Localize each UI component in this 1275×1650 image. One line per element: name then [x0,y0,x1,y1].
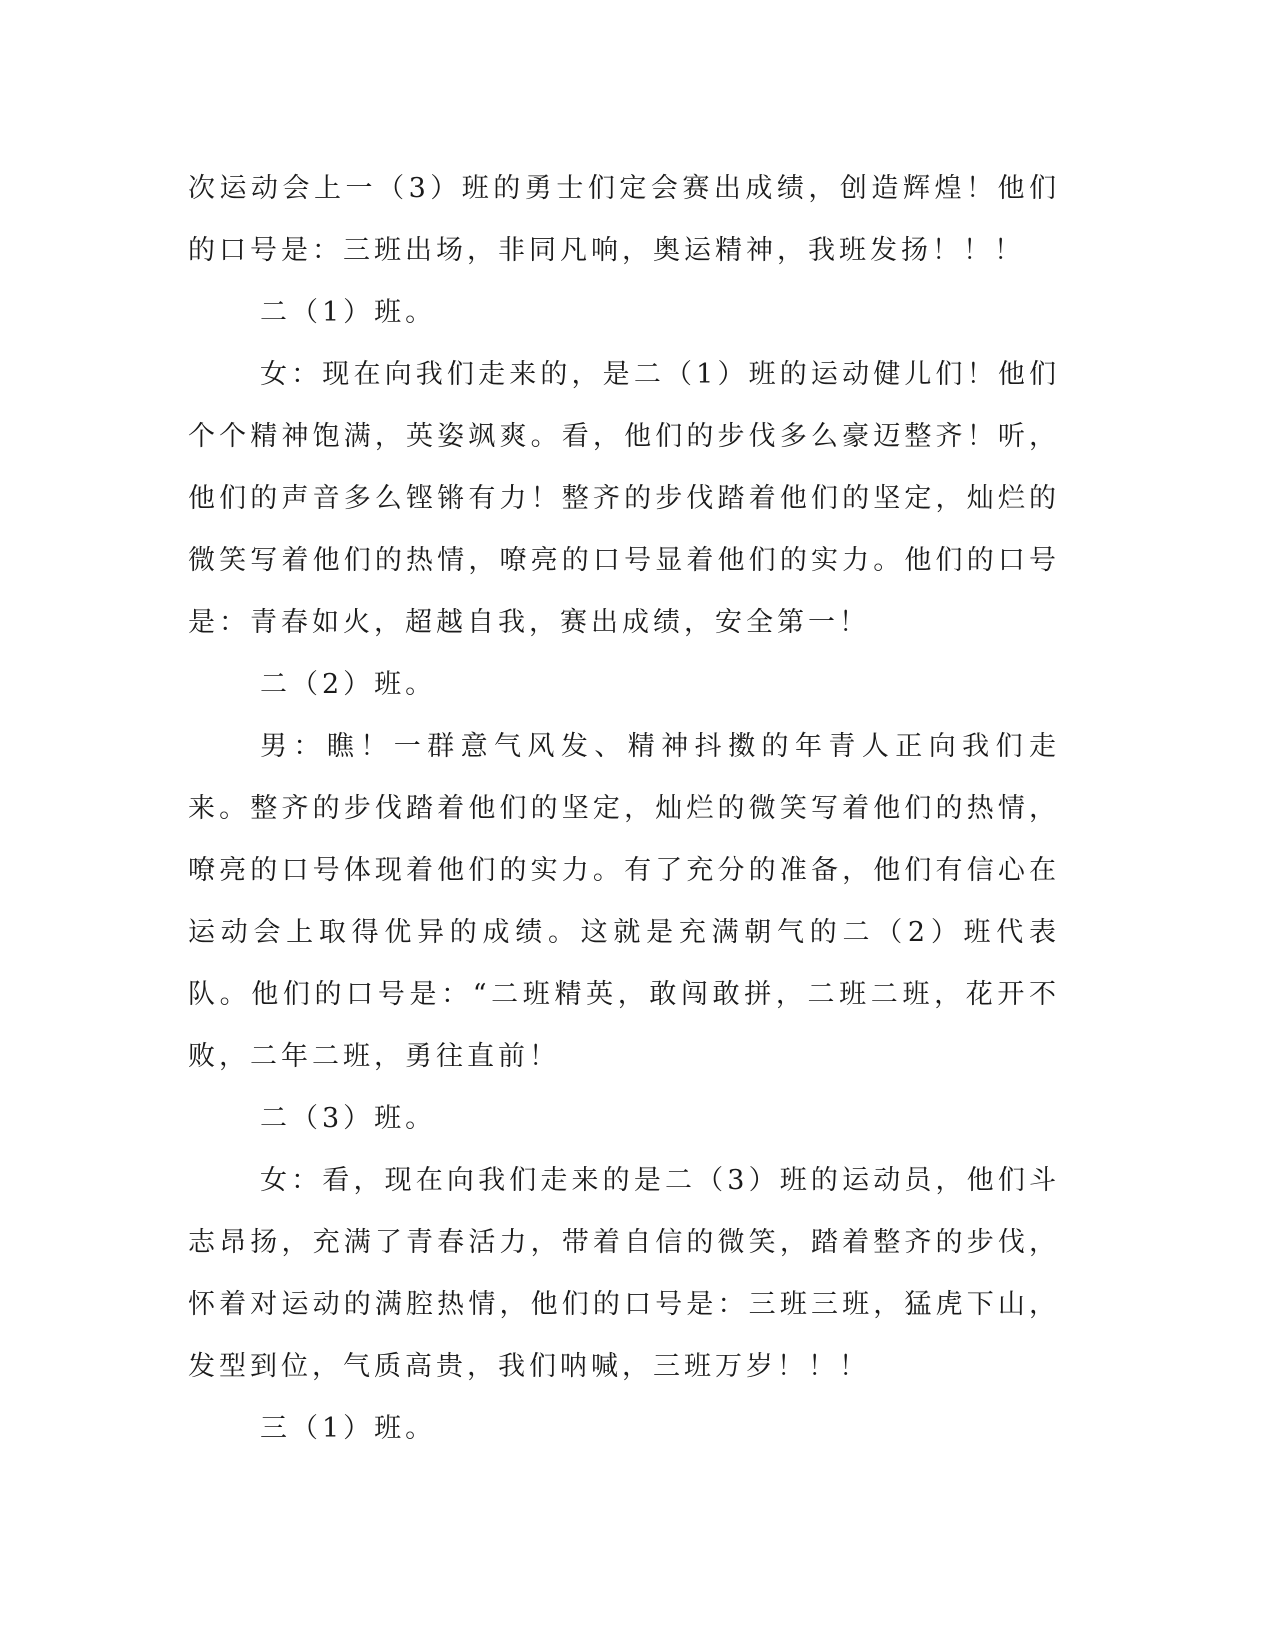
heading-class-2-1: 二（1）班。 [260,297,437,328]
paragraph-class-2-1: 女：现在向我们走来的，是二（1）班的运动健儿们！他们个个精神饱满，英姿飒爽。看，他们的步伐多么豪迈整齐！听，他们的声音多么铿锵有力！整齐的步伐踏着他们的坚定，灿烂的微笑写着他们的热情，嘹亮的口号显着他们的实力。他们的口号是：青春如火，超越自我，赛出成绩，安全第一！ [188,359,1060,638]
paragraph-class-2-3: 女：看，现在向我们走来的是二（3）班的运动员，他们斗志昂扬，充满了青春活力，带着自信的微笑，踏着整齐的步伐，怀着对运动的满腔热情，他们的口号是：三班三班，猛虎下山，发型到位，气质高贵，我们呐喊，三班万岁！！！ [188,1165,1060,1382]
document-body [188,158,1060,1460]
paragraph-continued-class-1-3: 次运动会上一（3）班的勇士们定会赛出成绩，创造辉煌！他们的口号是：三班出场，非同凡响，奥运精神，我班发扬！！！ [188,173,1060,266]
heading-class-2-3: 二（3）班。 [260,1103,437,1134]
heading-class-2-2: 二（2）班。 [260,669,437,700]
heading-class-3-1: 三（1）班。 [260,1413,437,1444]
paragraph-class-2-2: 男：瞧！一群意气风发、精神抖擞的年青人正向我们走来。整齐的步伐踏着他们的坚定，灿烂的微笑写着他们的热情，嘹亮的口号体现着他们的实力。有了充分的准备，他们有信心在运动会上取得优异的成绩。这就是充满朝气的二（2）班代表队。他们的口号是：“二班精英，敢闯敢拼，二班二班，花开不败，二年二班，勇往直前！ [188,731,1060,1072]
